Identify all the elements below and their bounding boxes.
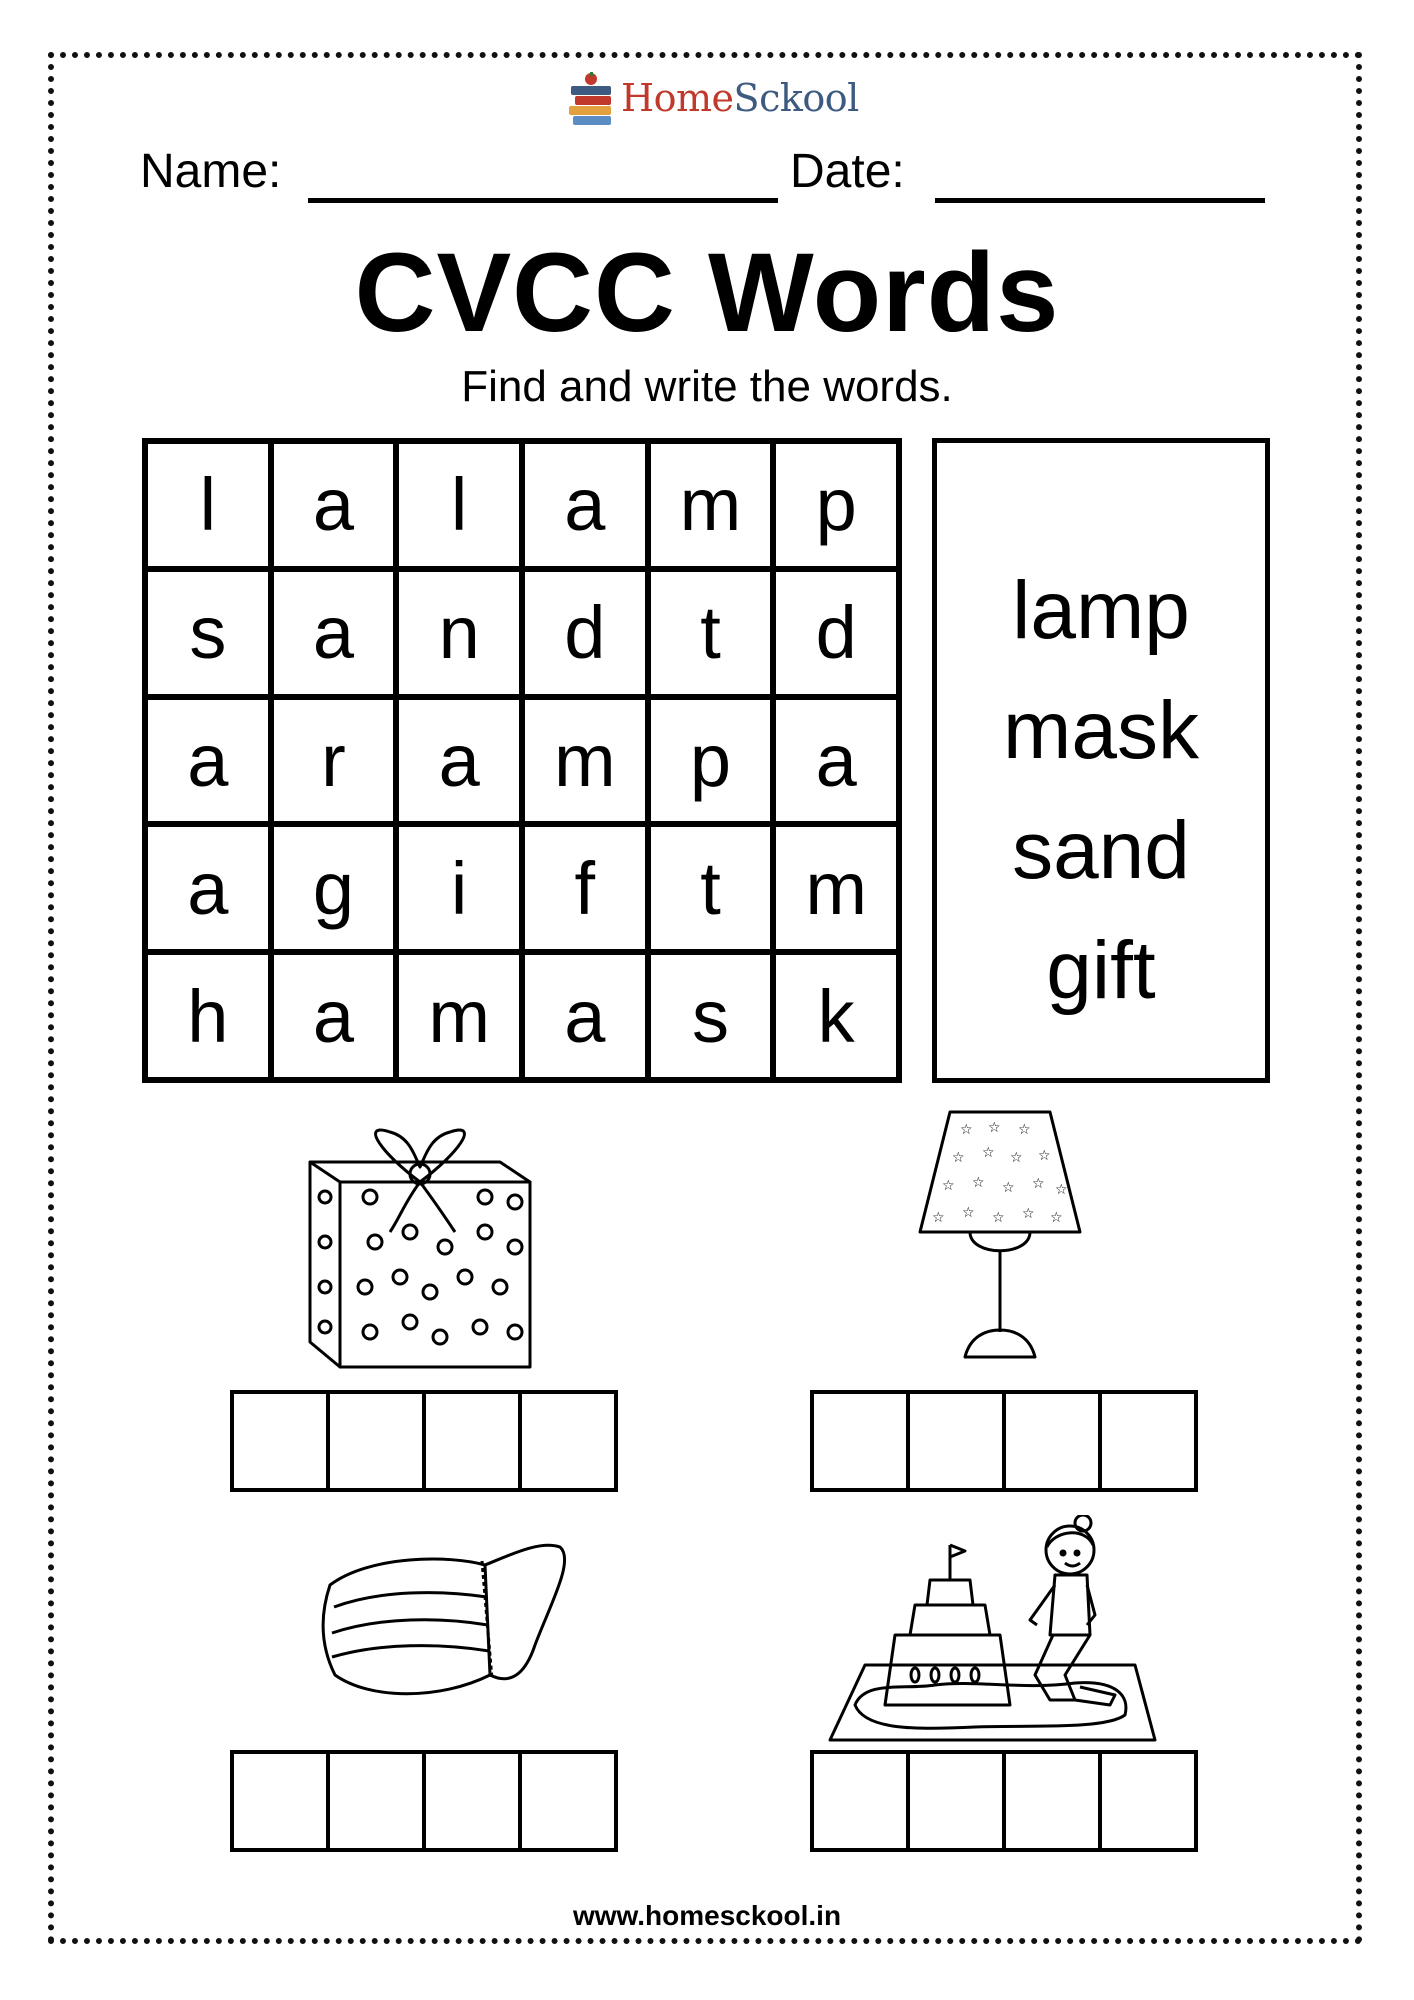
letter-box[interactable]: [1006, 1754, 1102, 1848]
grid-cell[interactable]: m: [522, 697, 648, 825]
grid-cell[interactable]: d: [522, 569, 648, 697]
answer-boxes-mask: [230, 1750, 618, 1852]
grid-cell[interactable]: s: [145, 569, 271, 697]
gift-box-icon: [300, 1122, 540, 1382]
grid-cell[interactable]: r: [271, 697, 397, 825]
letter-box[interactable]: [234, 1754, 330, 1848]
svg-text:☆: ☆: [932, 1210, 945, 1226]
date-write-line[interactable]: [935, 198, 1265, 203]
letter-box[interactable]: [426, 1394, 522, 1488]
grid-cell[interactable]: a: [522, 441, 648, 569]
svg-text:☆: ☆: [1002, 1180, 1015, 1196]
answer-boxes-lamp: [810, 1390, 1198, 1492]
letter-box[interactable]: [426, 1754, 522, 1848]
books-icon: [565, 72, 617, 128]
lamp-icon: [910, 1102, 1090, 1372]
instruction-text: Find and write the words.: [461, 362, 953, 411]
letter-box[interactable]: [910, 1754, 1006, 1848]
grid-cell[interactable]: n: [396, 569, 522, 697]
letter-box[interactable]: [522, 1394, 614, 1488]
grid-cell[interactable]: l: [145, 441, 271, 569]
sandcastle-girl-icon: [825, 1515, 1165, 1750]
name-date-row: [140, 140, 1274, 210]
svg-text:☆: ☆: [1038, 1148, 1051, 1164]
grid-cell[interactable]: a: [145, 824, 271, 952]
grid-cell[interactable]: a: [145, 697, 271, 825]
grid-cell[interactable]: l: [396, 441, 522, 569]
grid-cell[interactable]: s: [648, 952, 774, 1080]
grid-cell[interactable]: t: [648, 824, 774, 952]
date-label: Date:: [790, 145, 905, 198]
word-bank-item: lamp: [1012, 565, 1190, 656]
letter-box[interactable]: [1006, 1394, 1102, 1488]
grid-cell[interactable]: m: [648, 441, 774, 569]
letter-box[interactable]: [330, 1394, 426, 1488]
svg-text:☆: ☆: [1022, 1206, 1035, 1222]
grid-cell[interactable]: m: [396, 952, 522, 1080]
grid-cell[interactable]: a: [271, 569, 397, 697]
logo: [565, 72, 859, 128]
svg-text:☆: ☆: [1032, 1176, 1045, 1192]
footer-url[interactable]: www.homesckool.in: [572, 1900, 842, 1931]
word-bank-item: mask: [1003, 685, 1199, 776]
letter-box[interactable]: [330, 1754, 426, 1848]
page-title: CVCC Words: [354, 230, 1060, 355]
word-search-grid: [142, 438, 902, 1083]
logo-text: HomeSckool: [621, 76, 859, 120]
grid-cell[interactable]: p: [773, 441, 899, 569]
svg-text:☆: ☆: [942, 1178, 955, 1194]
word-bank-item: gift: [1046, 925, 1156, 1016]
grid-cell[interactable]: d: [773, 569, 899, 697]
letter-box[interactable]: [522, 1754, 614, 1848]
grid-cell[interactable]: a: [271, 441, 397, 569]
svg-text:☆: ☆: [962, 1205, 975, 1221]
grid-cell[interactable]: a: [396, 697, 522, 825]
grid-cell[interactable]: a: [271, 952, 397, 1080]
grid-cell[interactable]: h: [145, 952, 271, 1080]
svg-text:☆: ☆: [1010, 1150, 1023, 1166]
svg-text:☆: ☆: [992, 1210, 1005, 1226]
grid-cell[interactable]: t: [648, 569, 774, 697]
svg-text:☆: ☆: [988, 1120, 1001, 1136]
grid-cell[interactable]: g: [271, 824, 397, 952]
grid-cell[interactable]: a: [522, 952, 648, 1080]
grid-cell[interactable]: k: [773, 952, 899, 1080]
grid-cell[interactable]: a: [773, 697, 899, 825]
letter-box[interactable]: [1102, 1754, 1194, 1848]
word-bank-item: sand: [1012, 805, 1190, 896]
answer-boxes-gift: [230, 1390, 618, 1492]
svg-text:☆: ☆: [1018, 1122, 1031, 1138]
svg-text:☆: ☆: [952, 1150, 965, 1166]
svg-text:☆: ☆: [1055, 1182, 1068, 1198]
letter-box[interactable]: [910, 1394, 1006, 1488]
svg-text:☆: ☆: [982, 1145, 995, 1161]
svg-text:☆: ☆: [972, 1175, 985, 1191]
answer-boxes-sand: [810, 1750, 1198, 1852]
svg-text:☆: ☆: [1050, 1210, 1063, 1226]
face-mask-icon: [310, 1535, 590, 1715]
grid-cell[interactable]: m: [773, 824, 899, 952]
letter-box[interactable]: [1102, 1394, 1194, 1488]
word-bank: [932, 438, 1270, 1083]
letter-box[interactable]: [814, 1754, 910, 1848]
grid-cell[interactable]: i: [396, 824, 522, 952]
name-write-line[interactable]: [308, 198, 778, 203]
letter-box[interactable]: [234, 1394, 330, 1488]
grid-cell[interactable]: p: [648, 697, 774, 825]
svg-text:☆: ☆: [960, 1122, 973, 1138]
name-label: Name:: [140, 145, 282, 198]
letter-box[interactable]: [814, 1394, 910, 1488]
grid-cell[interactable]: f: [522, 824, 648, 952]
